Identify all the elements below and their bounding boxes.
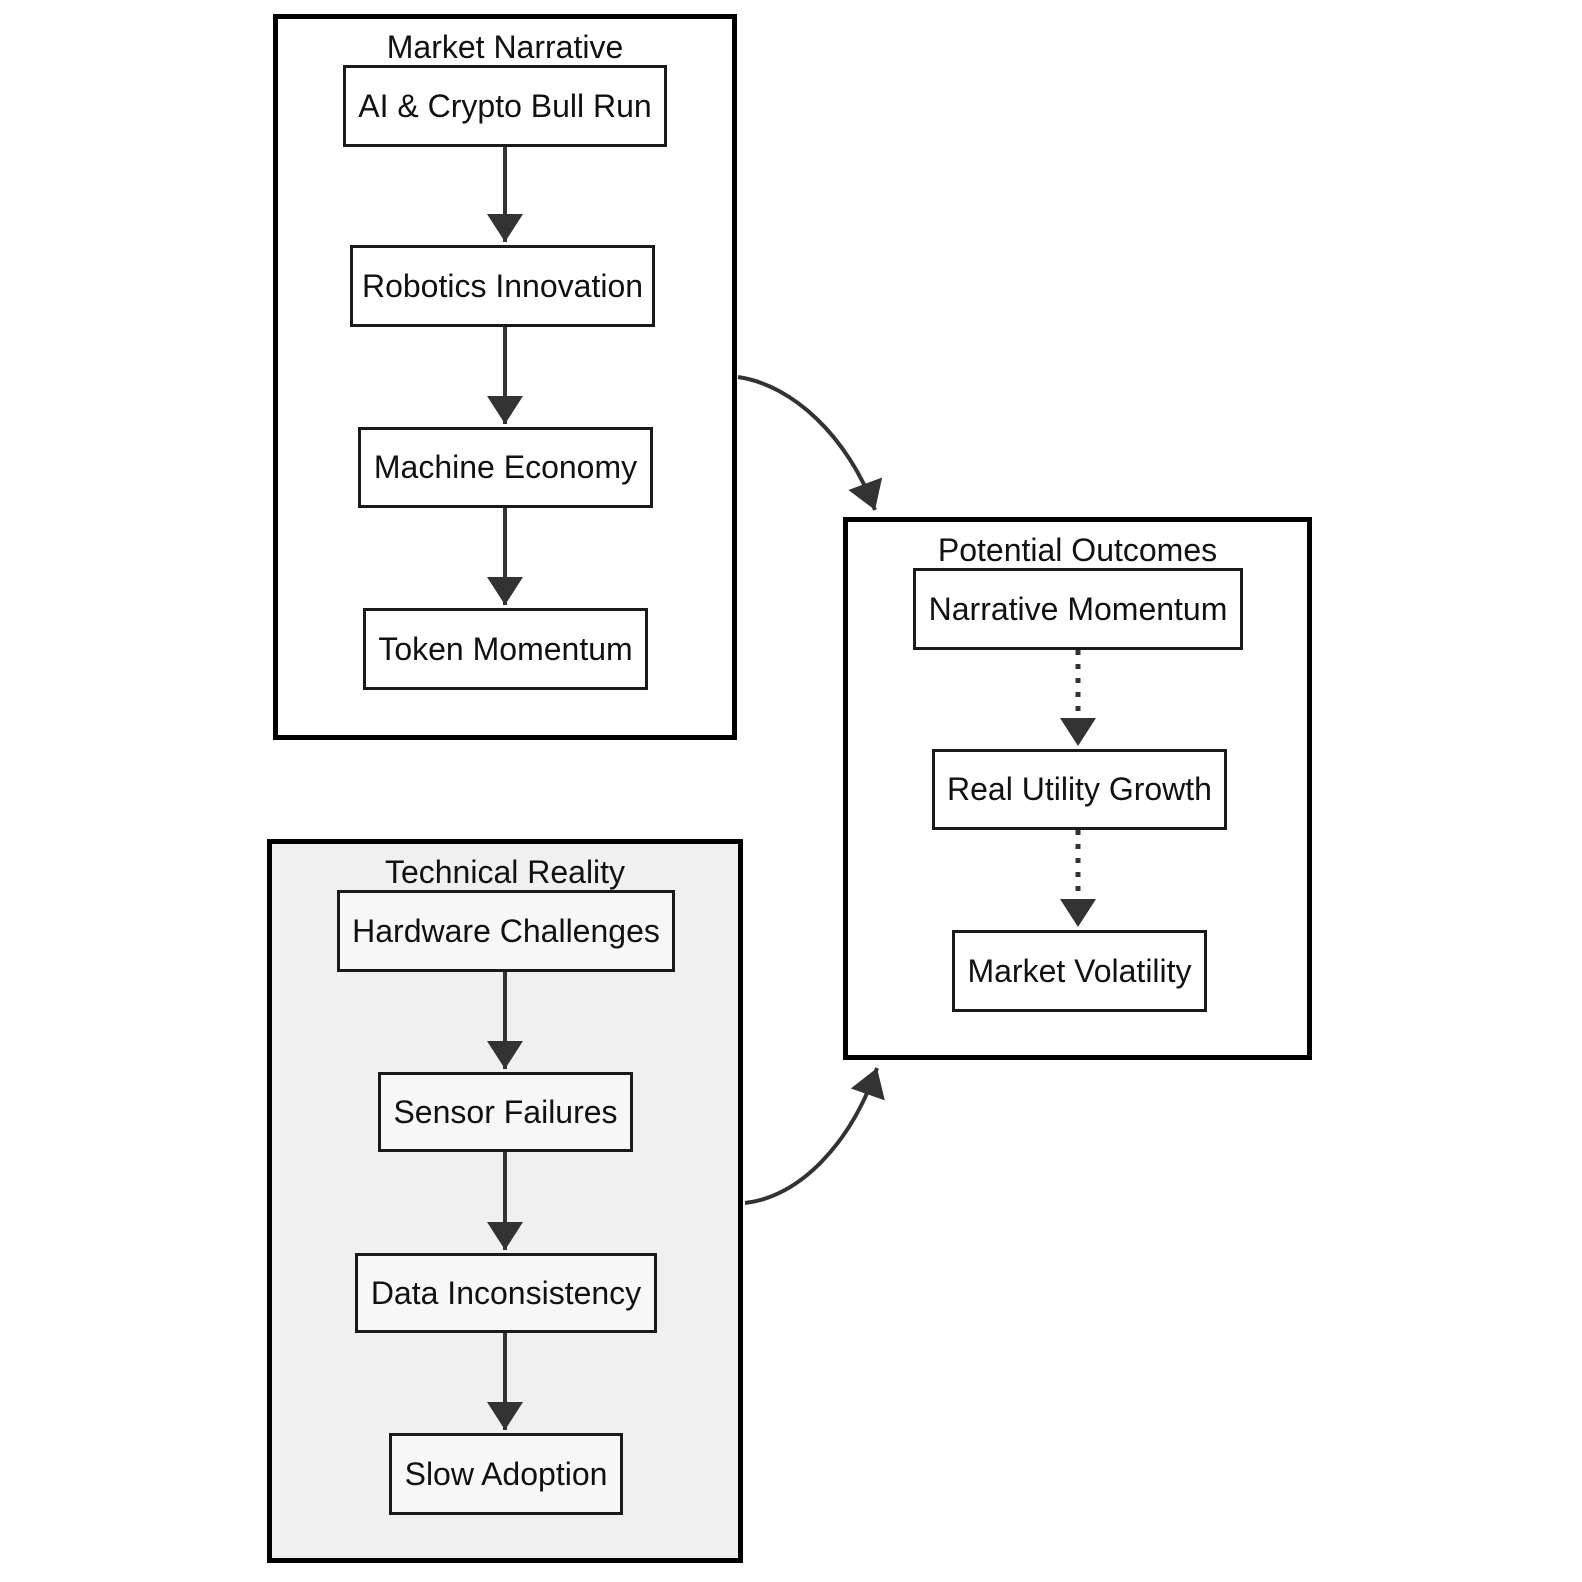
edge-technical-reality-to-potential-outcomes bbox=[745, 1068, 877, 1203]
node-market-volatility: Market Volatility bbox=[952, 930, 1207, 1012]
edge-market-narrative-to-potential-outcomes bbox=[738, 377, 875, 510]
node-machine-economy: Machine Economy bbox=[358, 427, 653, 508]
node-hardware-challenges: Hardware Challenges bbox=[337, 890, 675, 972]
node-real-utility-growth: Real Utility Growth bbox=[932, 749, 1227, 830]
node-slow-adoption: Slow Adoption bbox=[389, 1433, 623, 1515]
subgraph-title-market-narrative: Market Narrative bbox=[386, 29, 624, 65]
node-robotics-innovation: Robotics Innovation bbox=[350, 245, 655, 327]
node-narrative-momentum: Narrative Momentum bbox=[913, 568, 1243, 650]
node-ai-crypto-bull-run: AI & Crypto Bull Run bbox=[343, 65, 667, 147]
subgraph-title-technical-reality: Technical Reality bbox=[384, 854, 626, 890]
node-data-inconsistency: Data Inconsistency bbox=[355, 1253, 657, 1333]
node-sensor-failures: Sensor Failures bbox=[378, 1072, 633, 1152]
subgraph-title-potential-outcomes: Potential Outcomes bbox=[937, 532, 1218, 568]
node-token-momentum: Token Momentum bbox=[363, 608, 648, 690]
